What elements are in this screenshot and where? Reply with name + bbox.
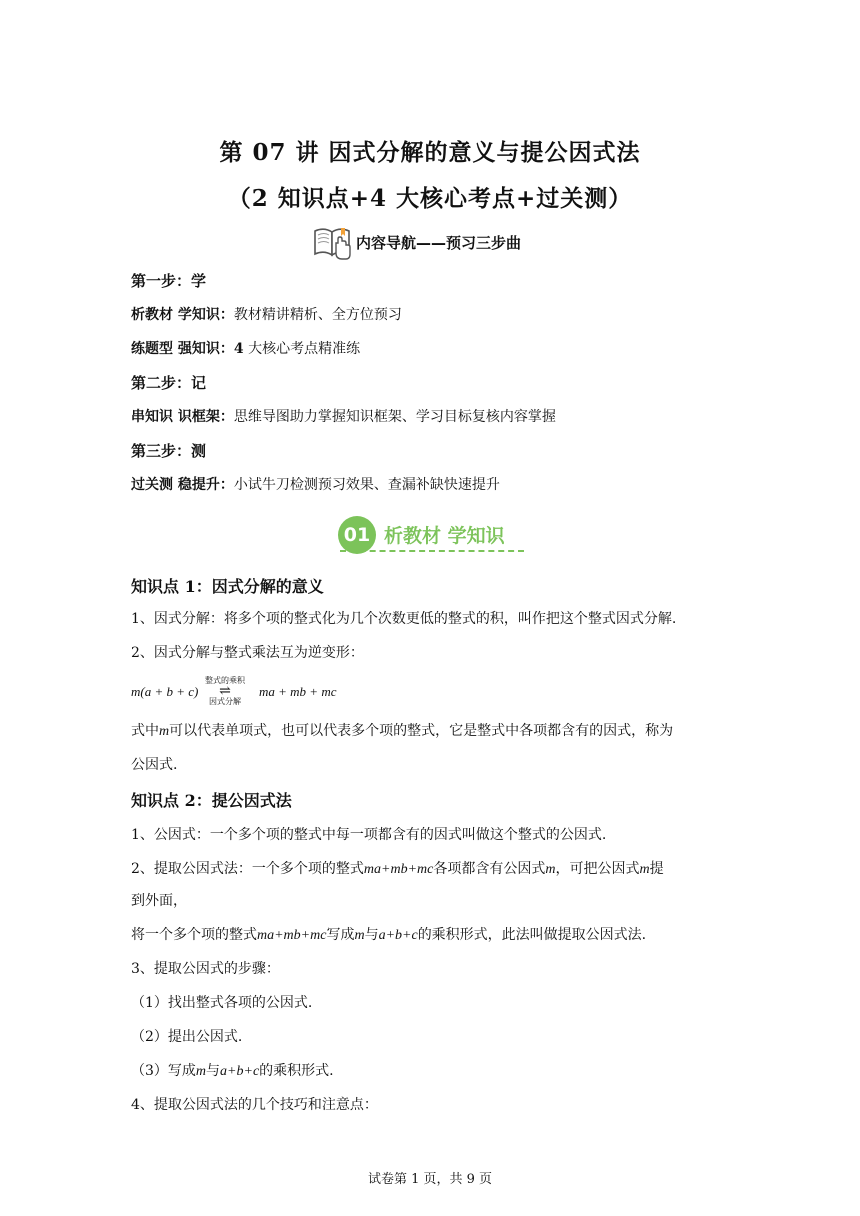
kp2-paragraph-4: 3、提取公因式的步骤： — [131, 961, 280, 977]
step2-heading: 第二步：记 — [131, 374, 207, 392]
kp2-paragraph-2-cont: 到外面， — [131, 893, 187, 909]
kp2-p3-expr2: a+b+c — [378, 928, 418, 943]
factorization-formula — [131, 676, 371, 708]
kp2-step-3 — [131, 1060, 334, 1080]
kp1-heading: 知识点 1：因式分解的意义 — [131, 577, 324, 596]
step1-item-a-text: 教材精讲精析、全方位预习 — [233, 307, 402, 323]
kp2-p3-expr: ma+mb+mc — [257, 928, 327, 943]
step1-item-b — [131, 338, 360, 358]
kp2-s3-var-m: m — [195, 1064, 207, 1079]
harpoons-icon: ⇌ — [219, 683, 231, 699]
kp2-paragraph-2 — [131, 858, 664, 878]
kp2-p3-text-c: 与 — [364, 927, 379, 943]
step1-item-b-text: 大核心考点精准练 — [243, 341, 361, 357]
kp2-p3-text-d: 的乘积形式，此法叫做提取公因式法. — [417, 927, 647, 943]
step2-item-a — [131, 406, 556, 426]
kp1-p3-text-b: 可以代表单项式，也可以代表多个项的整式，它是整式中各项都含有的因式，称为 — [169, 723, 674, 739]
step3-item-a-label: 过关测 稳提升： — [131, 477, 234, 493]
document-subtitle: （2 知识点+4 大核心考点+过关测） — [227, 185, 633, 212]
kp2-step-2: （2）提出公因式. — [131, 1029, 243, 1045]
kp2-p2-text-c: ，可把公因式 — [555, 861, 640, 877]
kp2-p3-text-a: 将一个多个项的整式 — [131, 927, 257, 943]
kp2-p3-text-b: 写成 — [326, 927, 355, 943]
kp2-p2-text-a: 2、提取公因式法：一个多个项的整式 — [131, 861, 364, 877]
book-pointer-icon — [312, 223, 354, 261]
step1-item-b-label: 练题型 强知识： — [131, 341, 234, 357]
step3-item-a-text: 小试牛刀检测预习效果、查漏补缺快速提升 — [233, 477, 500, 493]
kp2-s3-text-c: 的乘积形式. — [259, 1063, 334, 1079]
step2-item-a-label: 串知识 识框架： — [131, 409, 234, 425]
formula-rhs: ma + mb + mc — [259, 684, 337, 699]
banner-dashed-underline — [340, 550, 524, 552]
kp1-paragraph-3 — [131, 720, 673, 740]
document-title: 第 07 讲 因式分解的意义与提公因式法 — [219, 139, 641, 166]
kp1-p3-text-a: 式中 — [131, 723, 159, 739]
section-banner-text: 析教材 学知识 — [384, 525, 505, 547]
nav-label: 内容导航——预习三步曲 — [356, 233, 522, 252]
kp1-p3-var-m: m — [159, 724, 170, 739]
formula-arrows — [197, 676, 253, 706]
kp1-paragraph-3-cont: 公因式. — [131, 757, 178, 773]
kp2-p2-text-b: 各项都含有公因式 — [433, 861, 546, 877]
kp2-p2-var-m2: m — [639, 862, 650, 877]
kp2-step-1: （1）找出整式各项的公因式. — [131, 995, 313, 1011]
kp2-s3-expr: a+b+c — [220, 1064, 260, 1079]
kp2-p2-text-d: 提 — [649, 861, 664, 877]
kp2-p2-expr: ma+mb+mc — [363, 862, 434, 877]
content-nav — [312, 222, 521, 262]
step2-item-a-text: 思维导图助力掌握知识框架、学习目标复核内容掌握 — [233, 409, 556, 425]
step3-heading: 第三步：测 — [131, 442, 207, 460]
step1-item-a — [131, 304, 402, 324]
page-footer: 试卷第 1 页，共 9 页 — [367, 1172, 493, 1187]
step1-heading: 第一步：学 — [131, 272, 207, 290]
step3-item-a — [131, 474, 500, 494]
formula-lhs: m(a + b + c) — [131, 684, 199, 699]
section-banner — [338, 516, 528, 556]
kp2-s3-text-b: 与 — [206, 1063, 221, 1079]
step1-item-b-number: 4 — [233, 341, 244, 357]
kp2-paragraph-5: 4、提取公因式法的几个技巧和注意点： — [131, 1097, 378, 1113]
formula-arrow-top-label: 整式的乘积 — [205, 676, 245, 685]
step1-item-a-label: 析教材 学知识： — [131, 307, 234, 323]
section-number-badge: 01 — [338, 516, 376, 554]
kp2-p2-var-m: m — [545, 862, 556, 877]
kp1-paragraph-1: 1、因式分解：将多个项的整式化为几个次数更低的整式的积，叫作把这个整式因式分解. — [131, 611, 677, 627]
kp2-s3-text-a: （3）写成 — [131, 1063, 196, 1079]
formula-arrow-bottom-label: 因式分解 — [209, 697, 241, 706]
kp2-paragraph-1: 1、公因式：一个多个项的整式中每一项都含有的因式叫做这个整式的公因式. — [131, 827, 607, 843]
kp2-paragraph-3 — [131, 924, 646, 944]
kp2-p3-var-m: m — [354, 928, 365, 943]
kp2-heading: 知识点 2：提公因式法 — [131, 791, 292, 810]
kp1-paragraph-2: 2、因式分解与整式乘法互为逆变形： — [131, 645, 364, 661]
